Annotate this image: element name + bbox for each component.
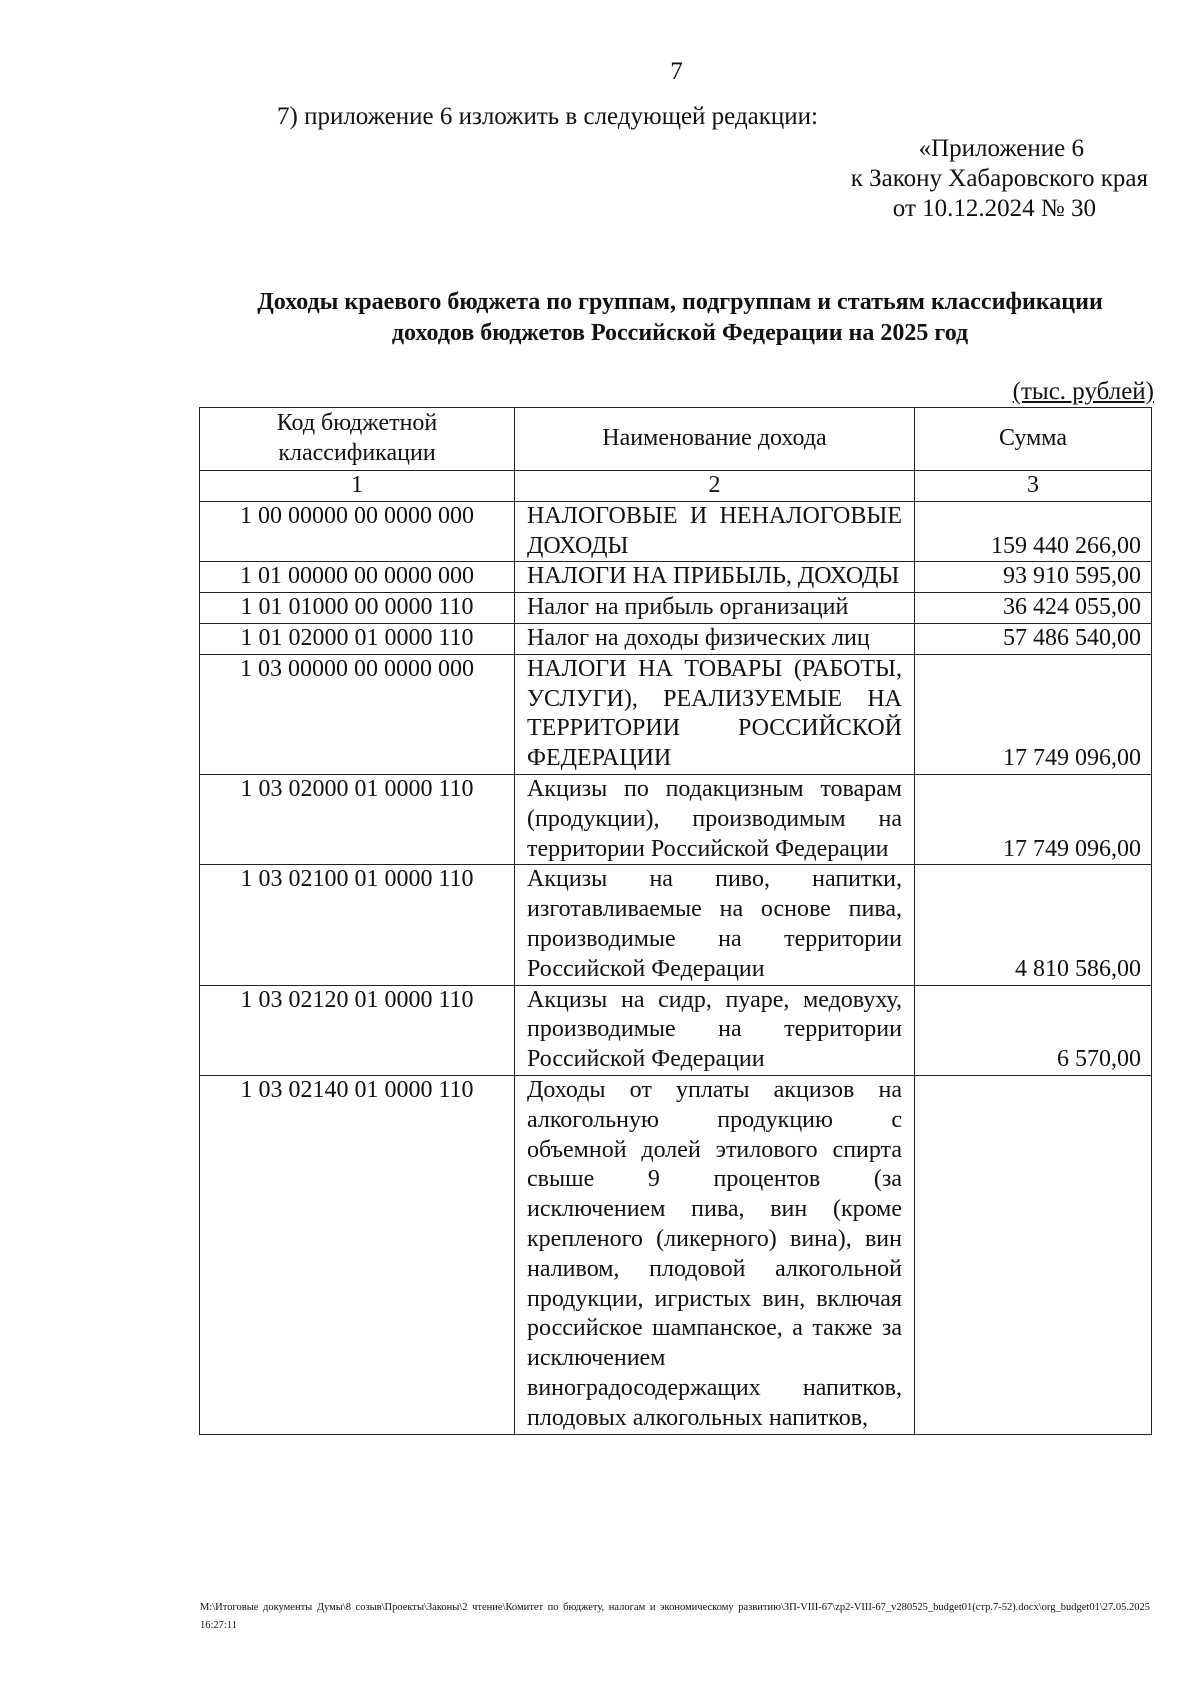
income-name-cell: Акцизы на сидр, пуаре, медовуху, производимые на территории Российской Федерации	[515, 985, 915, 1075]
file-path-footer: М:\Итоговые документы Думы\8 созыв\Проекты\Законы\2 чтение\Комитет по бюджету, налогам и экономическому развитию\ЗП-VIII-67\zp2-VIII-67_v280525_budget01(стр.7-52).docx\org_budget01\27.05.2025 16:27:11	[200, 1602, 1150, 1631]
units-label: (тыс. рублей)	[1012, 378, 1154, 405]
income-name-cell: НАЛОГОВЫЕ И НЕНАЛОГОВЫЕ ДОХОДЫ	[515, 501, 915, 562]
amount-cell: 93 910 595,00	[915, 562, 1152, 593]
income-name-cell: Акцизы на пиво, напитки, изготавливаемые на основе пива, производимые на территории Российской Федерации	[515, 865, 915, 985]
code-cell: 1 00 00000 00 0000 000	[200, 501, 515, 562]
code-cell: 1 03 02120 01 0000 110	[200, 985, 515, 1075]
table-row	[200, 562, 1152, 593]
column-number: 2	[515, 471, 915, 502]
amount-cell: 36 424 055,00	[915, 593, 1152, 624]
table-row	[200, 501, 1152, 562]
appendix-header-line1: «Приложение 6	[918, 135, 1084, 162]
title-line1: Доходы краевого бюджета по группам, подгруппам и статьям классификации	[257, 289, 1103, 315]
table-row	[200, 623, 1152, 654]
income-name-cell: Акцизы по подакцизным товарам (продукции), производимым на территории Российской Федерации	[515, 774, 915, 864]
amount-cell: 6 570,00	[915, 985, 1152, 1075]
column-number-row	[200, 471, 1152, 502]
budget-income-table	[199, 407, 1152, 1435]
amount-cell: 4 810 586,00	[915, 865, 1152, 985]
income-name-cell: Налог на доходы физических лиц	[515, 623, 915, 654]
amount-cell: 159 440 266,00	[915, 501, 1152, 562]
table-row	[200, 593, 1152, 624]
table-row	[200, 774, 1152, 864]
table-row	[200, 865, 1152, 985]
amount-cell	[915, 1075, 1152, 1434]
page-number: 7	[670, 58, 683, 85]
income-name-cell: Доходы от уплаты акцизов на алкогольную продукцию с объемной долей этилового спирта свыше 9 процентов (за исключением пива, вин (кроме крепленого (ликерного) вина), вин наливом, плодовой алкогольной продукции, игристых вин, включая российское шампанское, а также за исключением виноградосодержащих напитков, плодовых алкогольных напитков,	[515, 1075, 915, 1434]
amendment-intro: 7) приложение 6 изложить в следующей редакции:	[277, 103, 818, 130]
header-amount: Сумма	[915, 408, 1152, 471]
code-cell: 1 03 00000 00 0000 000	[200, 654, 515, 774]
income-name-cell: НАЛОГИ НА ТОВАРЫ (РАБОТЫ, УСЛУГИ), РЕАЛИЗУЕМЫЕ НА ТЕРРИТОРИИ РОССИЙСКОЙ ФЕДЕРАЦИИ	[515, 654, 915, 774]
table-row	[200, 654, 1152, 774]
appendix-header-line3: от 10.12.2024 № 30	[892, 195, 1096, 222]
code-cell: 1 03 02140 01 0000 110	[200, 1075, 515, 1434]
code-cell: 1 01 02000 01 0000 110	[200, 623, 515, 654]
table-header-row	[200, 408, 1152, 471]
header-code: Код бюджетной классификации	[200, 408, 515, 471]
table-row	[200, 985, 1152, 1075]
code-cell: 1 01 00000 00 0000 000	[200, 562, 515, 593]
table-row	[200, 1075, 1152, 1434]
income-name-cell: Налог на прибыль организаций	[515, 593, 915, 624]
header-name: Наименование дохода	[515, 408, 915, 471]
income-name-cell: НАЛОГИ НА ПРИБЫЛЬ, ДОХОДЫ	[515, 562, 915, 593]
amount-cell: 17 749 096,00	[915, 774, 1152, 864]
document-title	[180, 287, 1180, 349]
amount-cell: 17 749 096,00	[915, 654, 1152, 774]
code-cell: 1 03 02000 01 0000 110	[200, 774, 515, 864]
title-line2: доходов бюджетов Российской Федерации на 2025 год	[391, 320, 969, 346]
column-number: 1	[200, 471, 515, 502]
code-cell: 1 01 01000 00 0000 110	[200, 593, 515, 624]
column-number: 3	[915, 471, 1152, 502]
appendix-header-line2: к Закону Хабаровского края	[850, 165, 1148, 192]
code-cell: 1 03 02100 01 0000 110	[200, 865, 515, 985]
amount-cell: 57 486 540,00	[915, 623, 1152, 654]
